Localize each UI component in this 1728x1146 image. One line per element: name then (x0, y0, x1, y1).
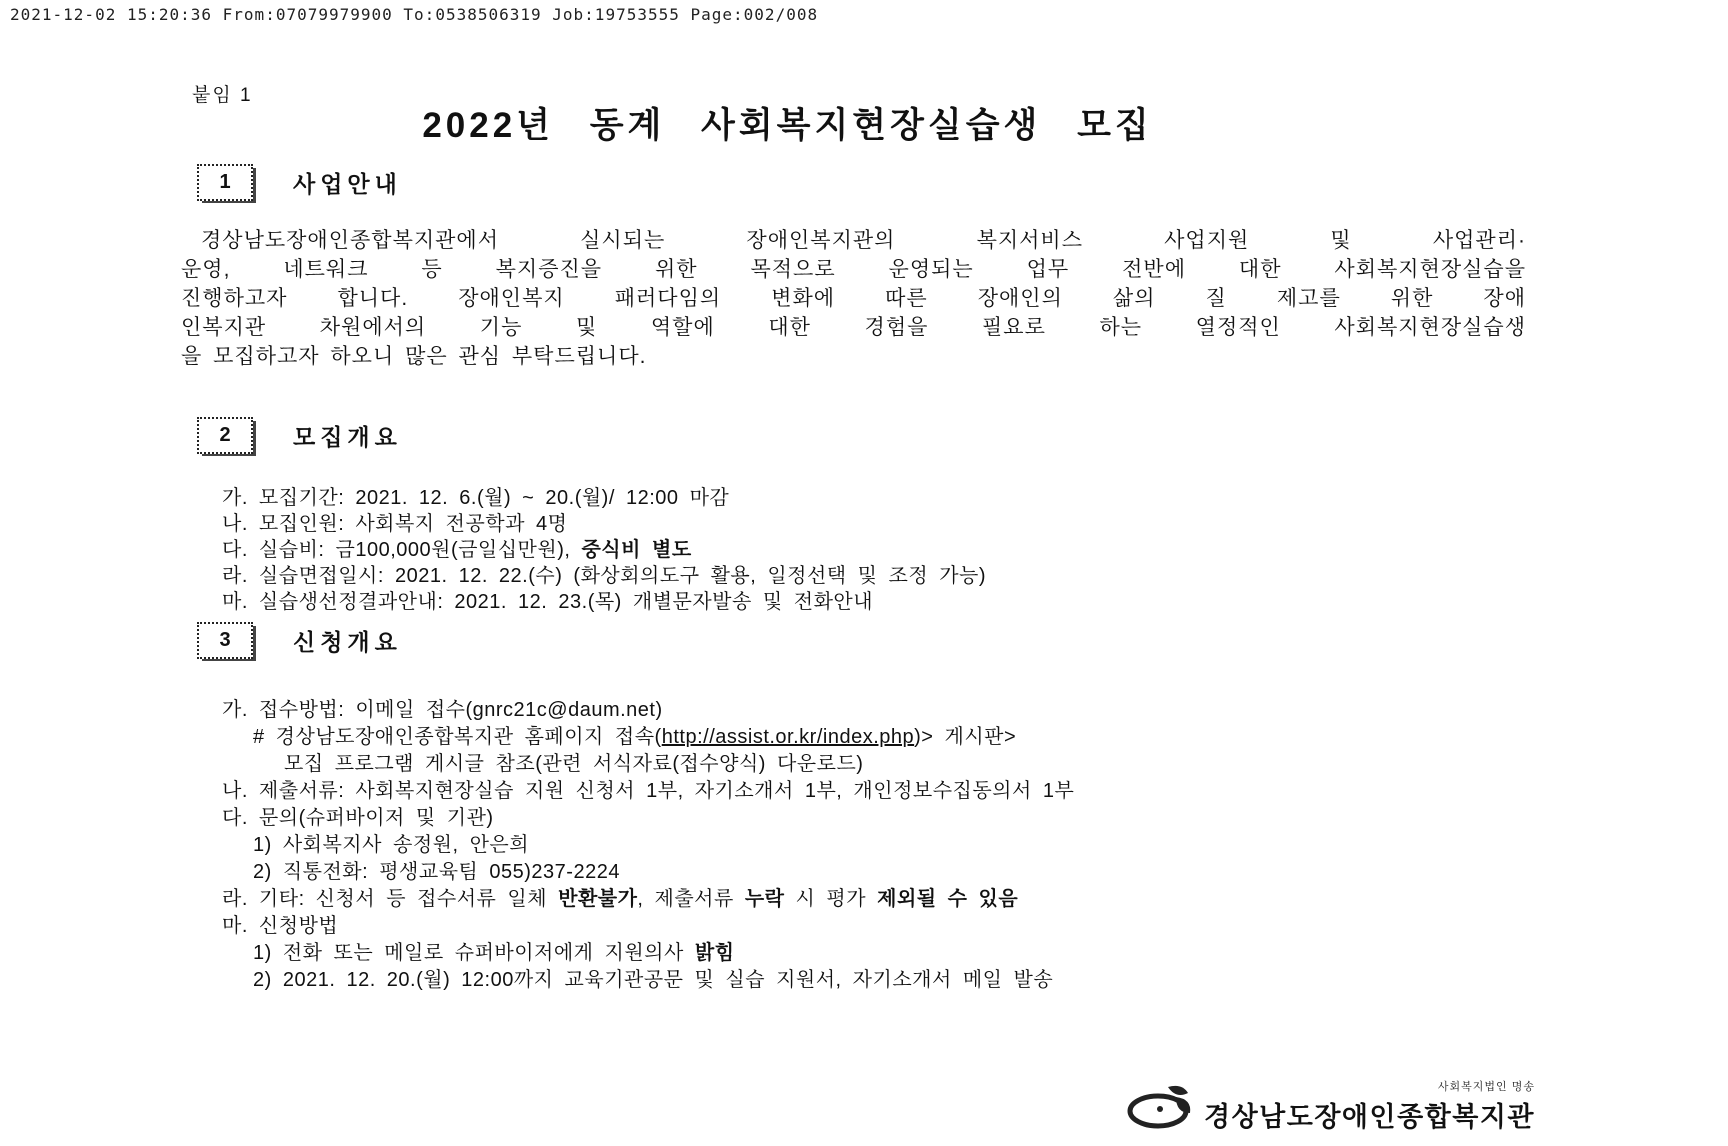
section-1-number: 1 (219, 171, 231, 193)
section-1-heading: 사업안내 (293, 171, 402, 197)
text-line (222, 859, 1074, 886)
intro-paragraph (181, 226, 1526, 371)
section-2-number-box (197, 417, 253, 454)
text-line: 운영, 네트워크 등 복지증진을 위한 목적으로 운영되는 업무 전반에 대한 사회복지현장실습을 (181, 258, 1526, 281)
text-segment: 반환불가 (558, 888, 638, 910)
text-line: 인복지관 차원에서의 기능 및 역할에 대한 경험을 필요로 하는 열정적인 사회복지현장실습생 (181, 316, 1526, 339)
text-line: 마. 신청방법 (222, 915, 339, 937)
section-3-header (197, 622, 402, 659)
text-segment: 시 평가 (784, 888, 878, 910)
attachment-label: 붙임 1 (192, 85, 253, 106)
document-url-text: http://assist.or.kr/index.php (661, 726, 915, 748)
text-line: 마. 실습생선정결과안내: 2021. 12. 23.(목) 개별문자발송 및 전화안내 (222, 591, 874, 613)
document-title: 2022년 동계 사회복지현장실습생 모집 (422, 106, 1153, 145)
text-line: 을 모집하고자 하오니 많은 관심 부탁드립니다. (181, 345, 647, 368)
text-line (222, 886, 1074, 913)
text-line (222, 967, 1074, 994)
section-3-number: 3 (219, 629, 231, 651)
application-overview-list (222, 697, 1074, 994)
text-segment: 1) 사회복지사 송정원, 안은희 (253, 834, 530, 856)
text-line: 나. 모집인원: 사회복지 전공학과 4명 (222, 513, 568, 535)
text-segment: 밝힘 (694, 942, 735, 964)
text-line: 라. 실습면접일시: 2021. 12. 22.(수) (화상회의도구 활용, 일정선택 및 조정 가능) (222, 565, 987, 587)
text-line: 진행하고자 합니다. 장애인복지 패러다임의 변화에 따른 장애인의 삶의 질 제고를 위한 장애 (181, 287, 1526, 310)
text-line (222, 832, 1074, 859)
section-2-header (197, 417, 402, 454)
section-1-header (197, 164, 402, 201)
text-line: 나. 제출서류: 사회복지현장실습 지원 신청서 1부, 자기소개서 1부, 개인정보수집동의서 1부 (222, 780, 1075, 802)
text-segment: )> 게시판> (914, 726, 1017, 748)
text-line (222, 940, 1074, 967)
org-logo-icon (1124, 1083, 1198, 1134)
text-segment: , 제출서류 (637, 888, 745, 910)
org-footer (1124, 1078, 1535, 1134)
text-segment: 모집 프로그램 게시글 참조(관련 서식자료(접수양식) 다운로드) (284, 753, 864, 775)
text-segment: 2) 직통전화: 평생교육팀 055)237-2224 (253, 861, 620, 883)
text-segment: 다. 실습비: 금100,000원(금일십만원), (222, 539, 582, 561)
section-2-heading: 모집개요 (293, 424, 402, 450)
section-3-heading: 신청개요 (293, 629, 402, 655)
section-1-number-box (197, 164, 253, 201)
text-line (222, 537, 986, 563)
text-segment: 라. 기타: 신청서 등 접수서류 일체 (222, 888, 559, 910)
text-line (222, 751, 1074, 778)
foundation-label: 사회복지법인 명송 (1437, 1081, 1535, 1093)
text-line: 다. 문의(슈퍼바이저 및 기관) (222, 807, 494, 829)
text-segment: 제외될 수 있음 (877, 888, 1019, 910)
text-segment: 2) 2021. 12. 20.(월) 12:00까지 교육기관공문 및 실습 지원서, 자기소개서 메일 발송 (253, 969, 1054, 991)
text-segment: 중식비 별도 (581, 539, 692, 561)
text-line (222, 724, 1074, 751)
org-name: 경상남도장애인종합복지관 (1204, 1102, 1535, 1132)
text-segment: # 경상남도장애인종합복지관 홈페이지 접속( (253, 726, 662, 748)
text-line: 경상남도장애인종합복지관에서 실시되는 장애인복지관의 복지서비스 사업지원 및 사업관리· (201, 229, 1526, 252)
text-segment: 누락 (744, 888, 785, 910)
section-2-number: 2 (219, 424, 231, 446)
fax-transmission-header: 2021-12-02 15:20:36 From:07079979900 To:0538506319 Job:19753555 Page:002/008 (10, 5, 819, 24)
recruitment-overview-list (222, 485, 986, 615)
org-footer-text (1204, 1078, 1535, 1134)
text-line: 가. 접수방법: 이메일 접수(gnrc21c@daum.net) (222, 699, 663, 721)
text-segment: 1) 전화 또는 메일로 슈퍼바이저에게 지원의사 (253, 942, 695, 964)
section-3-number-box (197, 622, 253, 659)
text-line: 가. 모집기간: 2021. 12. 6.(월) ~ 20.(월)/ 12:00 마감 (222, 487, 730, 509)
